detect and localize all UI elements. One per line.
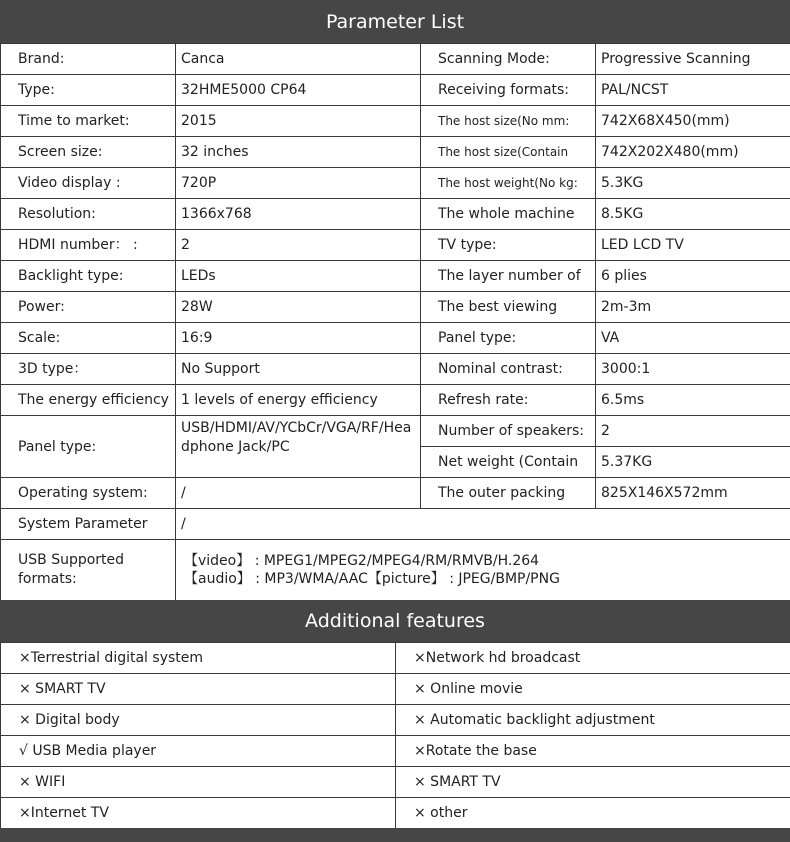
layer-number-value: 6 plies <box>596 261 790 292</box>
operating-system-label: Operating system: <box>1 478 176 509</box>
table-row <box>1 44 790 75</box>
usb-formats-value <box>176 540 790 601</box>
nominal-contrast-value: 3000:1 <box>596 354 790 385</box>
footer-bar <box>0 828 790 842</box>
net-weight-label: Net weight (Contain <box>421 447 596 478</box>
feature-item: ×Internet TV <box>1 798 396 829</box>
table-row <box>1 798 790 829</box>
backlight-type-label: Backlight type: <box>1 261 176 292</box>
screen-size-value: 32 inches <box>176 137 421 168</box>
parameter-list-title: Parameter List <box>325 10 465 33</box>
table-row <box>1 261 790 292</box>
system-parameter-label: System Parameter <box>1 509 176 540</box>
refresh-rate-value: 6.5ms <box>596 385 790 416</box>
table-row <box>1 509 790 540</box>
table-row <box>1 385 790 416</box>
receiving-formats-label: Receiving formats: <box>421 75 596 106</box>
scale-label: Scale: <box>1 323 176 354</box>
panel-type-value: VA <box>596 323 790 354</box>
host-size-value: 742X68X450(mm) <box>596 106 790 137</box>
best-viewing-label: The best viewing <box>421 292 596 323</box>
time-to-market-value: 2015 <box>176 106 421 137</box>
table-row <box>1 705 790 736</box>
layer-number-label: The layer number of <box>421 261 596 292</box>
host-weight-label: The host weight(No kg: <box>421 168 596 199</box>
table-row <box>1 540 790 601</box>
table-row <box>1 75 790 106</box>
brand-label: Brand: <box>1 44 176 75</box>
parameter-table <box>0 43 790 601</box>
feature-item: ×Network hd broadcast <box>396 643 790 674</box>
table-row <box>1 767 790 798</box>
table-row <box>1 199 790 230</box>
screen-size-label: Screen size: <box>1 137 176 168</box>
video-display-value: 720P <box>176 168 421 199</box>
refresh-rate-label: Refresh rate: <box>421 385 596 416</box>
table-row <box>1 292 790 323</box>
table-row <box>1 354 790 385</box>
scanning-mode-value: Progressive Scanning <box>596 44 790 75</box>
feature-item: × WIFI <box>1 767 396 798</box>
feature-item: √ USB Media player <box>1 736 396 767</box>
interfaces-value: USB/HDMI/AV/YCbCr/VGA/RF/Headphone Jack/PC <box>176 416 421 478</box>
feature-item: × other <box>396 798 790 829</box>
host-size-label: The host size(No mm: <box>421 106 596 137</box>
video-display-label: Video display : <box>1 168 176 199</box>
operating-system-value: / <box>176 478 421 509</box>
host-size-contain-label: The host size(Contain <box>421 137 596 168</box>
hdmi-number-value: 2 <box>176 230 421 261</box>
energy-efficiency-label: The energy efficiency <box>1 385 176 416</box>
feature-item: ×Terrestrial digital system <box>1 643 396 674</box>
power-label: Power: <box>1 292 176 323</box>
system-parameter-value: / <box>176 509 790 540</box>
type-value: 32HME5000 CP64 <box>176 75 421 106</box>
interfaces-label: Panel type: <box>1 416 176 478</box>
panel-type-label: Panel type: <box>421 323 596 354</box>
tv-type-value: LED LCD TV <box>596 230 790 261</box>
time-to-market-label: Time to market: <box>1 106 176 137</box>
3d-type-value: No Support <box>176 354 421 385</box>
feature-item: ×Rotate the base <box>396 736 790 767</box>
scale-value: 16:9 <box>176 323 421 354</box>
additional-features-header <box>0 600 790 642</box>
nominal-contrast-label: Nominal contrast: <box>421 354 596 385</box>
table-row <box>1 674 790 705</box>
feature-item: × Automatic backlight adjustment <box>396 705 790 736</box>
usb-video-formats: 【video】 : MPEG1/MPEG2/MPEG4/RM/RMVB/H.264 <box>184 553 540 569</box>
feature-item: × Digital body <box>1 705 396 736</box>
table-row <box>1 230 790 261</box>
scanning-mode-label: Scanning Mode: <box>421 44 596 75</box>
feature-item: × Online movie <box>396 674 790 705</box>
table-row <box>1 106 790 137</box>
host-size-contain-value: 742X202X480(mm) <box>596 137 790 168</box>
hdmi-number-label: HDMI number： : <box>1 230 176 261</box>
features-table <box>0 642 790 829</box>
receiving-formats-value: PAL/NCST <box>596 75 790 106</box>
outer-packing-label: The outer packing <box>421 478 596 509</box>
feature-item: × SMART TV <box>396 767 790 798</box>
host-weight-value: 5.3KG <box>596 168 790 199</box>
resolution-value: 1366x768 <box>176 199 421 230</box>
table-row <box>1 137 790 168</box>
table-row <box>1 168 790 199</box>
speakers-label: Number of speakers: <box>421 416 596 447</box>
table-row <box>1 323 790 354</box>
resolution-label: Resolution: <box>1 199 176 230</box>
backlight-type-value: LEDs <box>176 261 421 292</box>
table-row <box>1 416 790 447</box>
best-viewing-value: 2m-3m <box>596 292 790 323</box>
feature-item: × SMART TV <box>1 674 396 705</box>
table-row <box>1 736 790 767</box>
additional-features-title: Additional features <box>305 610 485 632</box>
usb-audio-picture-formats: 【audio】 : MP3/WMA/AAC【picture】 : JPEG/BMP/PNG <box>184 571 560 587</box>
table-row <box>1 478 790 509</box>
usb-formats-label: USB Supported formats: <box>1 540 176 601</box>
tv-type-label: TV type: <box>421 230 596 261</box>
net-weight-value: 5.37KG <box>596 447 790 478</box>
table-row <box>1 643 790 674</box>
parameter-list-header <box>0 0 790 43</box>
3d-type-label: 3D type： <box>1 354 176 385</box>
energy-efficiency-value: 1 levels of energy efficiency <box>176 385 421 416</box>
outer-packing-value: 825X146X572mm <box>596 478 790 509</box>
type-label: Type: <box>1 75 176 106</box>
whole-machine-value: 8.5KG <box>596 199 790 230</box>
power-value: 28W <box>176 292 421 323</box>
whole-machine-label: The whole machine <box>421 199 596 230</box>
brand-value: Canca <box>176 44 421 75</box>
speakers-value: 2 <box>596 416 790 447</box>
